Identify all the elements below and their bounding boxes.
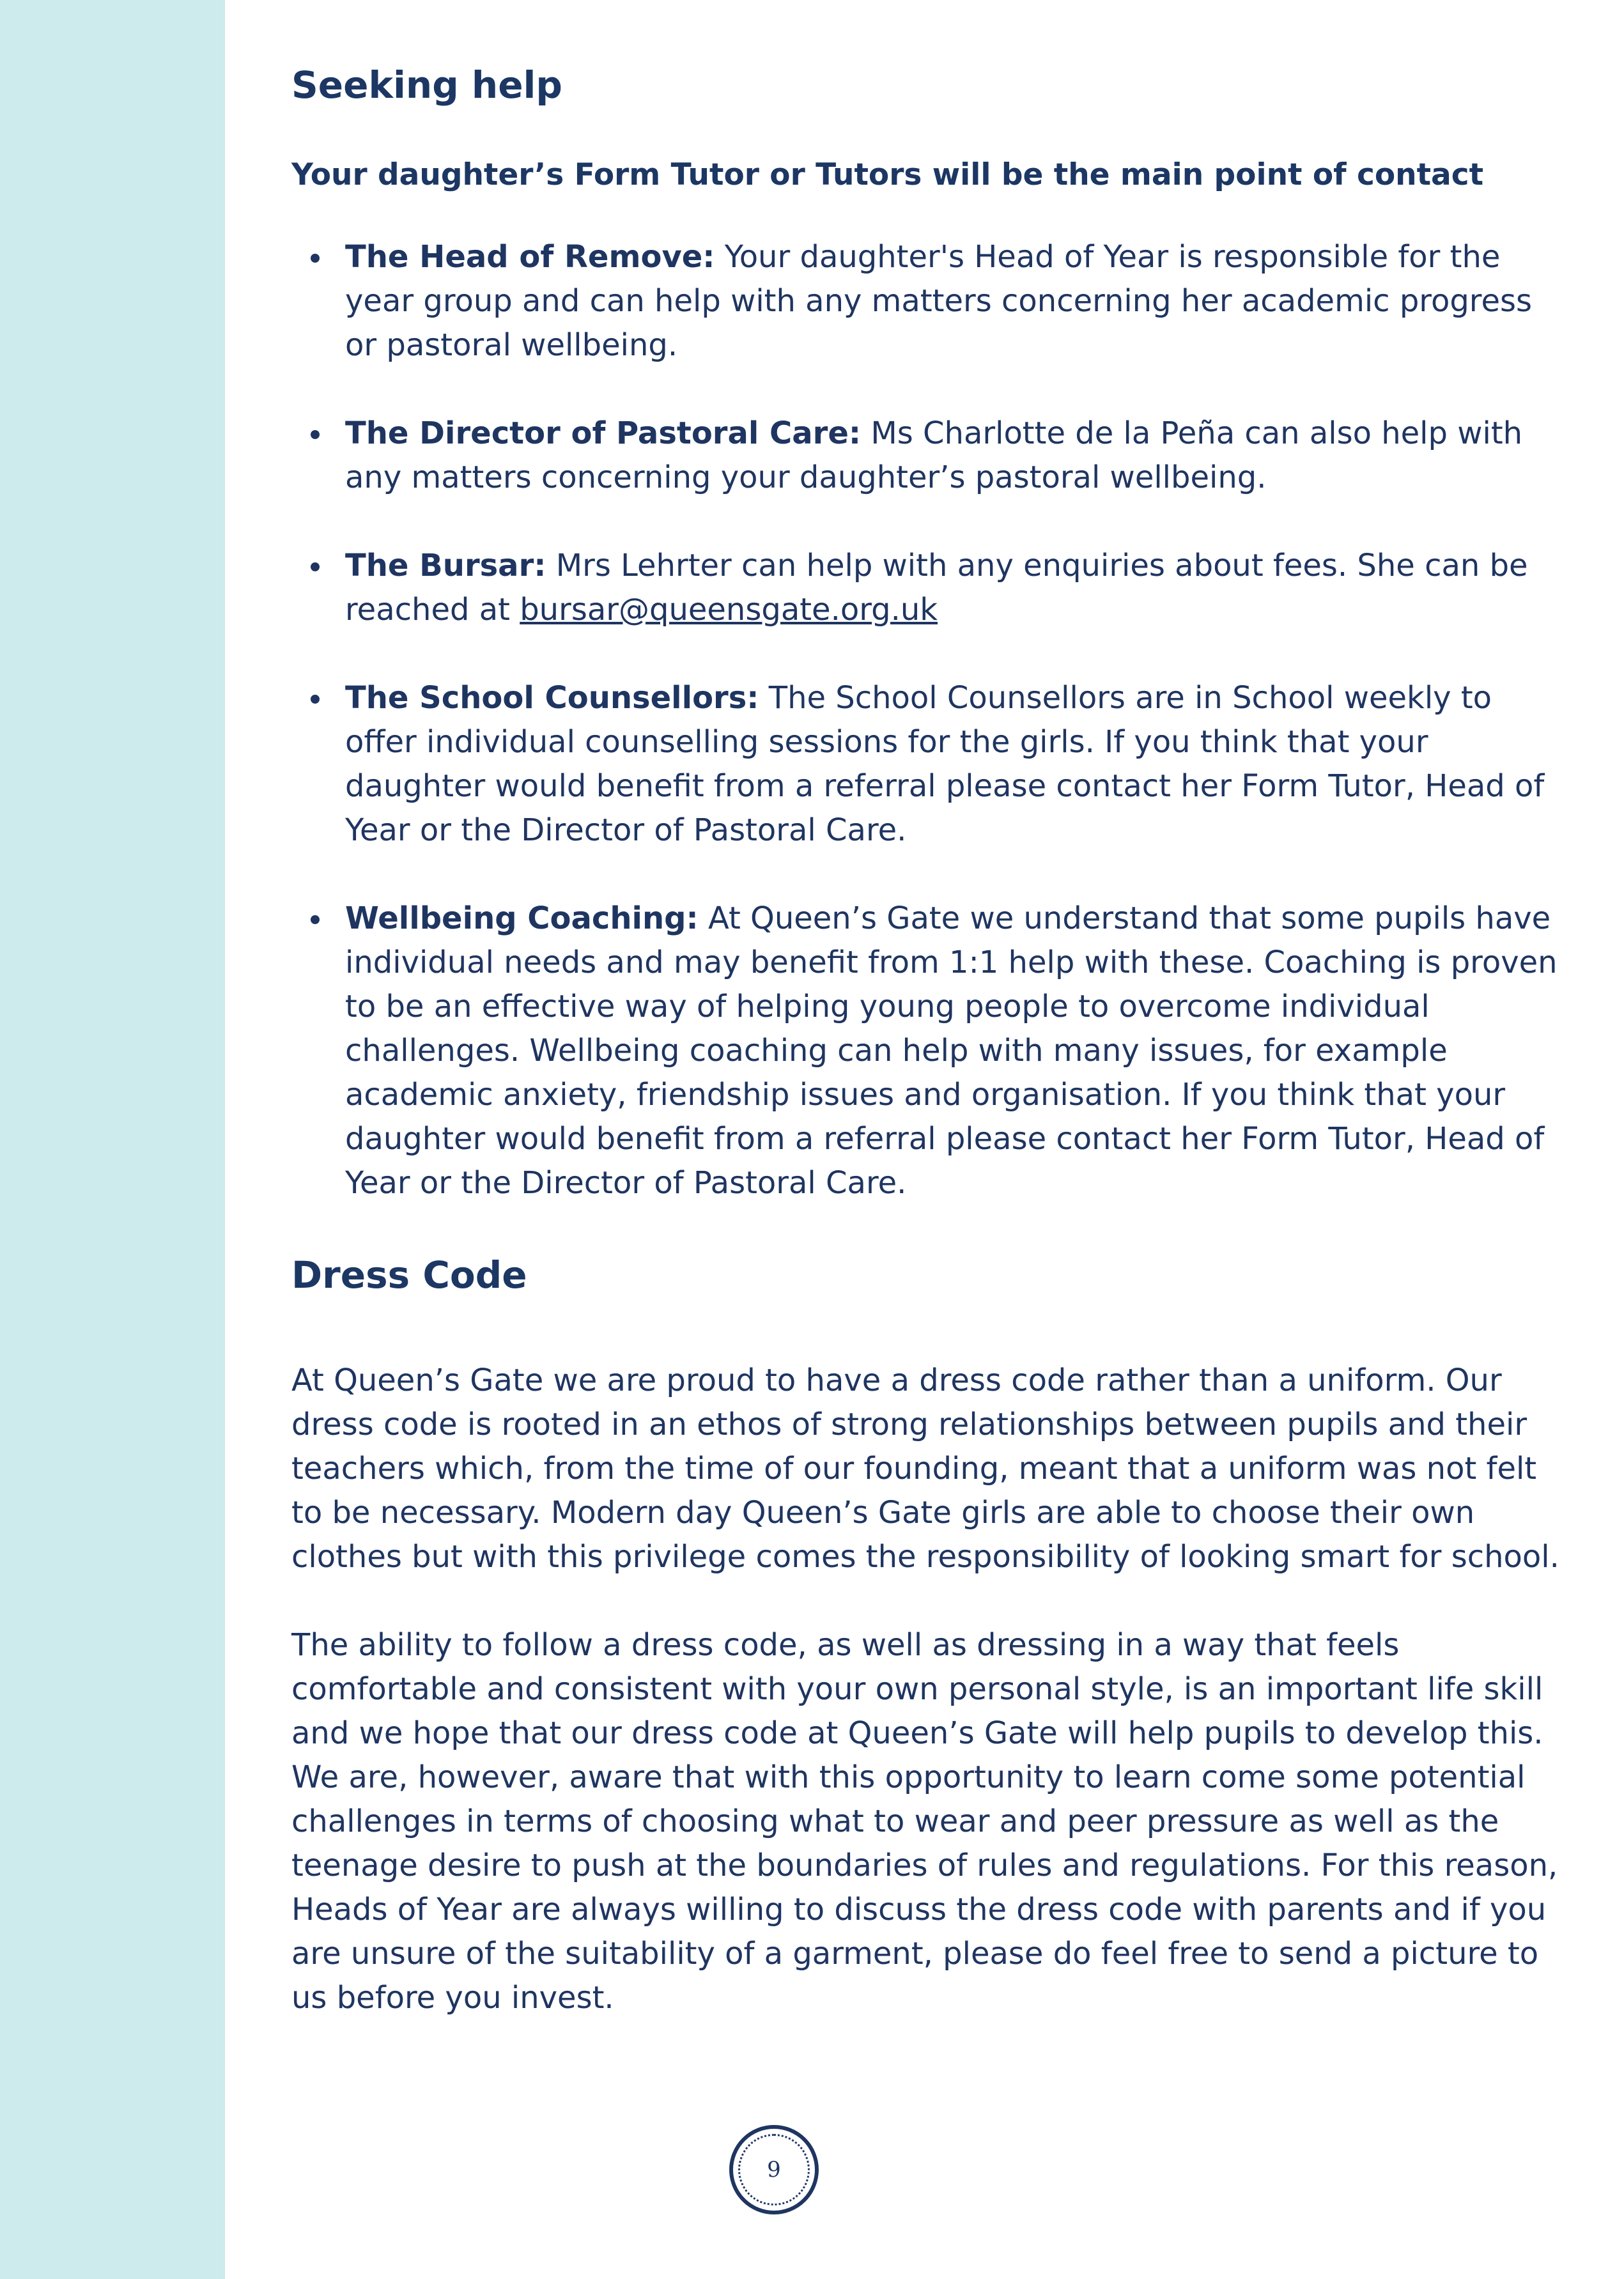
bullet-icon — [311, 915, 320, 924]
page-number: 9 — [738, 2134, 810, 2206]
dress-code-paragraph-1: At Queen’s Gate we are proud to have a dress code rather than a uniform. Our dress code is rooted in an ethos of strong relationships between pupils and their teachers which, from the time of our founding, meant that a uniform was not felt to be necessary. Modern day Queen’s Gate girls are able to choose their own clothes but with this privilege comes the responsibility of looking smart for school. — [291, 1362, 1559, 1575]
list-item-school-counsellors — [291, 676, 1570, 853]
item-term: The Director of Pastoral Care: — [345, 415, 862, 452]
bursar-email-link[interactable]: bursar@queensgate.org.uk — [520, 592, 938, 628]
item-text: The School Counsellors are in School weekly to offer individual counselling sessions for the girls. If you think that your daughter would benefit from a referral please contact her Form Tutor, Head of Year or the Director of Pastoral Care. — [345, 680, 1545, 849]
item-term: Wellbeing Coaching: — [345, 900, 699, 937]
dress-code-paragraph-2: The ability to follow a dress code, as well as dressing in a way that feels comfortable and consistent with your own personal style, is an important life skill and we hope that our dress code at Queen’s Gate will help pupils to develop this. We are, however, aware that with this opportunity to learn come some potential challenges in terms of choosing what to wear and peer pressure as well as the teenage desire to push at the boundaries of rules and regulations. For this reason, Heads of Year are always willing to discuss the dress code with parents and if you are unsure of the suitability of a garment, please do feel free to send a picture to us before you invest. — [291, 1626, 1558, 2016]
item-term: The Bursar: — [345, 548, 546, 584]
list-item-wellbeing-coaching — [291, 897, 1570, 1205]
item-text: Your daughter's Head of Year is responsible for the year group and can help with any matters concerning her academic progress or pastoral wellbeing. — [345, 239, 1533, 364]
dress-code-heading: Dress Code — [291, 1253, 527, 1297]
seeking-help-heading: Seeking help — [291, 63, 562, 107]
bullet-icon — [311, 254, 320, 263]
list-item-director-pastoral-care — [291, 412, 1570, 500]
item-term: The Head of Remove: — [345, 239, 715, 275]
item-text: At Queen’s Gate we understand that some pupils have individual needs and may benefit from 1:1 help with these. Coaching is proven to be an effective way of helping young people to overcome individual challenges. Wellbeing coaching can help with many issues, for example academic anxiety, friendship issues and organisation. If you think that your daughter would benefit from a referral please contact her Form Tutor, Head of Year or the Director of Pastoral Care. — [345, 900, 1558, 1201]
list-item-bursar — [291, 544, 1570, 632]
page-number-badge — [729, 2125, 819, 2214]
item-text: Mrs Lehrter can help with any enquiries about fees. She can be reached at — [345, 548, 1528, 628]
list-item-head-of-remove — [291, 235, 1570, 367]
item-text: Ms Charlotte de la Peña can also help with any matters concerning your daughter’s pastoral wellbeing. — [345, 415, 1523, 496]
page-content — [291, 61, 1570, 2020]
bullet-icon — [311, 695, 320, 704]
item-term: The School Counsellors: — [345, 680, 759, 716]
decorative-sidebar — [0, 0, 225, 2279]
help-contact-list — [291, 235, 1570, 1205]
bullet-icon — [311, 562, 320, 571]
seeking-help-subheading: Your daughter’s Form Tutor or Tutors will be the main point of contact — [291, 157, 1484, 193]
bullet-icon — [311, 430, 320, 439]
